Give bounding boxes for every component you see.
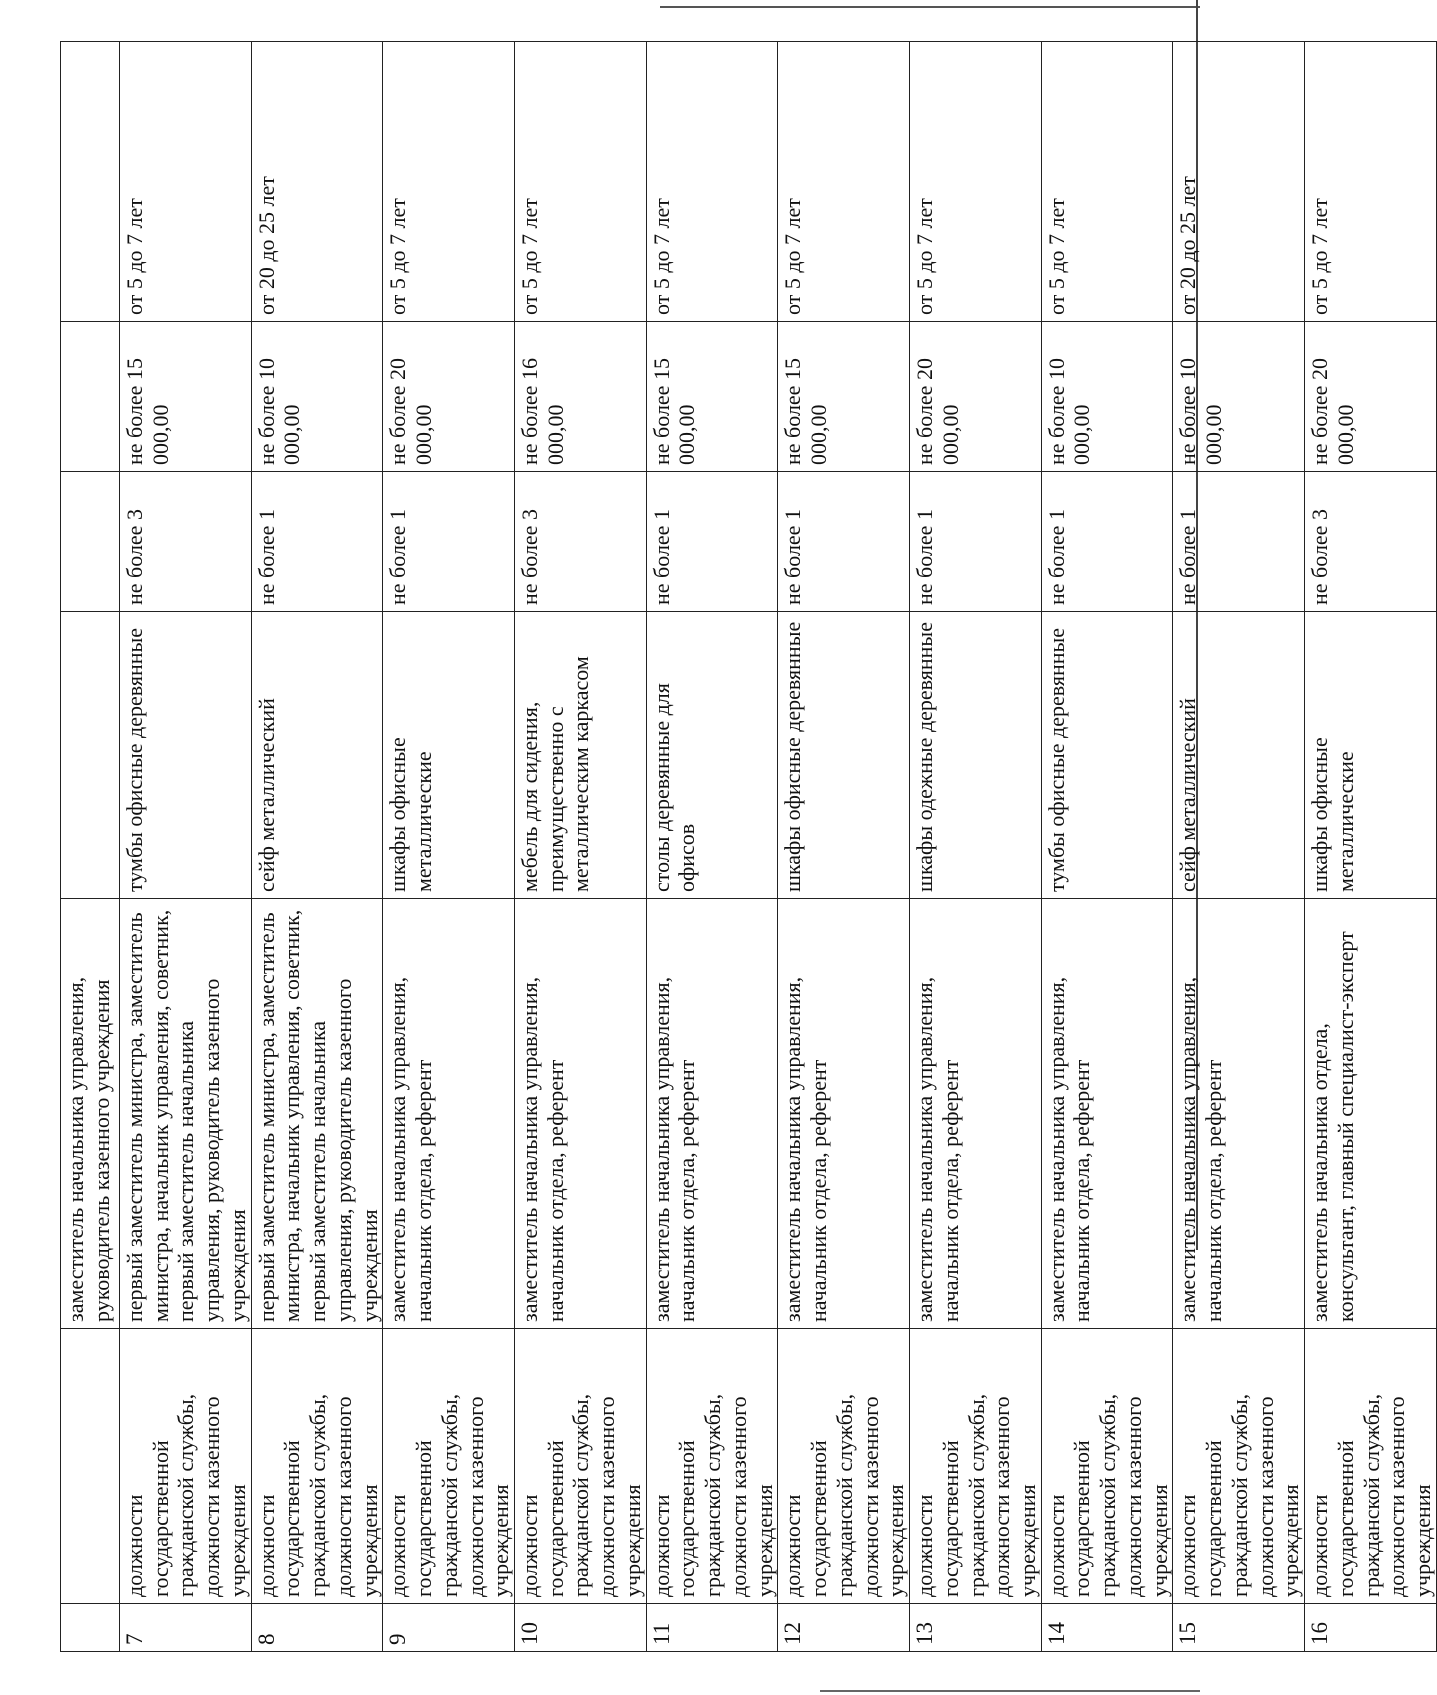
cell-price: не более 20 000,00 xyxy=(910,322,1042,472)
scan-edge-top xyxy=(660,6,1200,8)
cell-category: должности государственной гражданской службы, должности казенного учреждения xyxy=(778,1329,910,1604)
cell-price: не более 10 000,00 xyxy=(1041,322,1173,472)
cell-price: не более 15 000,00 xyxy=(778,322,910,472)
cell-num: 7 xyxy=(120,1604,252,1652)
cell-term: от 5 до 7 лет xyxy=(1041,42,1173,322)
cell-term: от 5 до 7 лет xyxy=(778,42,910,322)
cell-price xyxy=(61,322,120,472)
cell-num xyxy=(61,1604,120,1652)
cell-term: от 20 до 25 лет xyxy=(251,42,383,322)
cell-num: 16 xyxy=(1305,1604,1437,1652)
cell-category: должности государственной гражданской службы, должности казенного учреждения xyxy=(646,1329,778,1604)
cell-item: тумбы офисные деревянные xyxy=(1041,612,1173,899)
cell-term: от 5 до 7 лет xyxy=(910,42,1042,322)
table-row xyxy=(778,42,910,1652)
cell-price: не более 15 000,00 xyxy=(646,322,778,472)
cell-positions: заместитель начальника управления, руководитель казенного учреждения xyxy=(61,899,120,1329)
table-row-continuation xyxy=(61,42,120,1652)
cell-positions: заместитель начальника управления, начальник отдела, референт xyxy=(910,899,1042,1329)
cell-category: должности государственной гражданской службы, должности казенного учреждения xyxy=(1305,1329,1437,1604)
cell-price: не более 10 000,00 xyxy=(251,322,383,472)
cell-positions: первый заместитель министра, заместитель министра, начальник управления, советник, первый заместитель начальника управления, руководитель казенного учреждения xyxy=(120,899,252,1329)
cell-item: шкафы офисные металлические xyxy=(1305,612,1437,899)
cell-num: 12 xyxy=(778,1604,910,1652)
cell-quantity: не более 1 xyxy=(383,472,515,612)
cell-positions: заместитель начальника управления, начальник отдела, референт xyxy=(778,899,910,1329)
cell-price: не более 10 000,00 xyxy=(1173,322,1305,472)
cell-term: от 5 до 7 лет xyxy=(646,42,778,322)
cell-positions: первый заместитель министра, заместитель министра, начальник управления, советник, первый заместитель начальника управления, руководитель казенного учреждения xyxy=(251,899,383,1329)
cell-positions: заместитель начальника управления, начальник отдела, референт xyxy=(1041,899,1173,1329)
cell-category: должности государственной гражданской службы, должности казенного учреждения xyxy=(383,1329,515,1604)
cell-item: тумбы офисные деревянные xyxy=(120,612,252,899)
cell-item: сейф металлический xyxy=(1173,612,1305,899)
cell-term: от 5 до 7 лет xyxy=(120,42,252,322)
cell-item: шкафы офисные деревянные xyxy=(778,612,910,899)
cell-quantity: не более 3 xyxy=(120,472,252,612)
cell-num: 10 xyxy=(515,1604,647,1652)
cell-num: 13 xyxy=(910,1604,1042,1652)
cell-quantity: не более 1 xyxy=(910,472,1042,612)
cell-quantity xyxy=(61,472,120,612)
cell-quantity: не более 1 xyxy=(646,472,778,612)
cell-item: столы деревянные для офисов xyxy=(646,612,778,899)
cell-positions: заместитель начальника управления, начальник отдела, референт xyxy=(646,899,778,1329)
cell-quantity: не более 3 xyxy=(515,472,647,612)
cell-quantity: не более 1 xyxy=(1173,472,1305,612)
cell-term: от 5 до 7 лет xyxy=(383,42,515,322)
table-row xyxy=(910,42,1042,1652)
table-row xyxy=(251,42,383,1652)
cell-category: должности государственной гражданской службы, должности казенного учреждения xyxy=(251,1329,383,1604)
cell-category: должности государственной гражданской службы, должности казенного учреждения xyxy=(1173,1329,1305,1604)
cell-price: не более 20 000,00 xyxy=(1305,322,1437,472)
table-row xyxy=(646,42,778,1652)
cell-quantity: не более 1 xyxy=(778,472,910,612)
cell-term: от 5 до 7 лет xyxy=(1305,42,1437,322)
cell-positions: заместитель начальника управления, начальник отдела, референт xyxy=(515,899,647,1329)
scan-edge-bottom xyxy=(820,1690,1200,1692)
cell-num: 11 xyxy=(646,1604,778,1652)
table-row xyxy=(1173,42,1305,1652)
cell-category: должности государственной гражданской службы, должности казенного учреждения xyxy=(120,1329,252,1604)
cell-item: сейф металлический xyxy=(251,612,383,899)
cell-category: должности государственной гражданской службы, должности казенного учреждения xyxy=(910,1329,1042,1604)
cell-quantity: не более 1 xyxy=(1041,472,1173,612)
cell-item: шкафы одежные деревянные xyxy=(910,612,1042,899)
cell-term xyxy=(61,42,120,322)
cell-item: шкафы офисные металлические xyxy=(383,612,515,899)
cell-quantity: не более 1 xyxy=(251,472,383,612)
cell-num: 9 xyxy=(383,1604,515,1652)
cell-item: мебель для сидения, преимущественно с металлическим каркасом xyxy=(515,612,647,899)
furniture-norms-table xyxy=(60,41,1437,1652)
table-row xyxy=(383,42,515,1652)
table-row xyxy=(515,42,647,1652)
table-row xyxy=(120,42,252,1652)
cell-price: не более 15 000,00 xyxy=(120,322,252,472)
table-row xyxy=(1041,42,1173,1652)
cell-num: 8 xyxy=(251,1604,383,1652)
cell-item xyxy=(61,612,120,899)
cell-category: должности государственной гражданской службы, должности казенного учреждения xyxy=(1041,1329,1173,1604)
cell-term: от 5 до 7 лет xyxy=(515,42,647,322)
cell-price: не более 20 000,00 xyxy=(383,322,515,472)
cell-quantity: не более 3 xyxy=(1305,472,1437,612)
cell-category: должности государственной гражданской службы, должности казенного учреждения xyxy=(515,1329,647,1604)
cell-category xyxy=(61,1329,120,1604)
cell-price: не более 16 000,00 xyxy=(515,322,647,472)
cell-num: 14 xyxy=(1041,1604,1173,1652)
cell-positions: заместитель начальника управления, начальник отдела, референт xyxy=(1173,899,1305,1329)
cell-positions: заместитель начальника управления, начальник отдела, референт xyxy=(383,899,515,1329)
cell-positions: заместитель начальника отдела, консультант, главный специалист-эксперт xyxy=(1305,899,1437,1329)
rotated-table-container xyxy=(60,42,1435,1652)
cell-term: от 20 до 25 лет xyxy=(1173,42,1305,322)
table-row xyxy=(1305,42,1437,1652)
cell-num: 15 xyxy=(1173,1604,1305,1652)
